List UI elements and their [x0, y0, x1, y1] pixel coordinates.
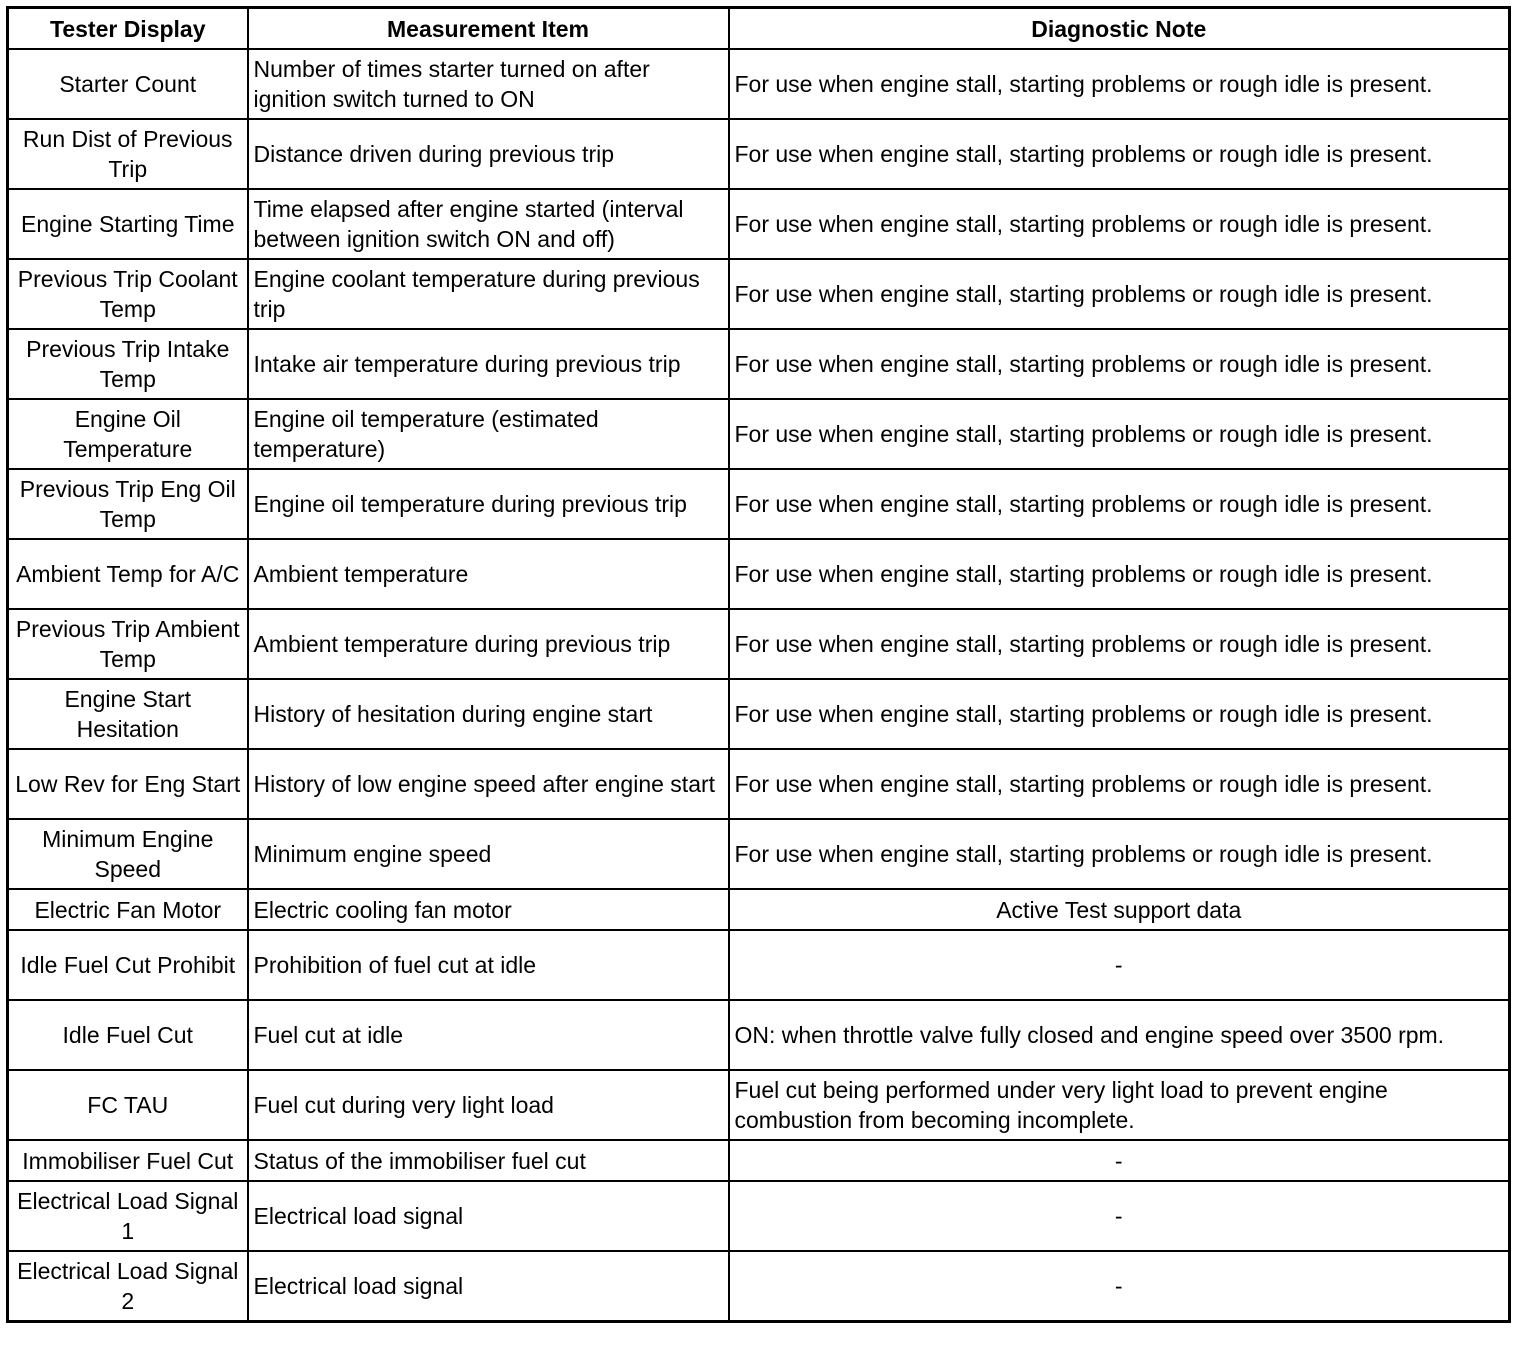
- table-row: [8, 119, 1510, 189]
- tester-display-cell: Electric Fan Motor: [8, 889, 248, 930]
- tester-display-cell: Starter Count: [8, 49, 248, 119]
- diagnostic-note-cell: For use when engine stall, starting problems or rough idle is present.: [729, 679, 1510, 749]
- tester-display-cell: Idle Fuel Cut: [8, 1000, 248, 1070]
- measurement-item-cell: Electrical load signal: [248, 1181, 729, 1251]
- table-row: [8, 399, 1510, 469]
- diagnostic-note-cell: For use when engine stall, starting problems or rough idle is present.: [729, 329, 1510, 399]
- measurement-item-cell: Status of the immobiliser fuel cut: [248, 1140, 729, 1181]
- diagnostic-note-cell: For use when engine stall, starting problems or rough idle is present.: [729, 469, 1510, 539]
- tester-display-cell: Previous Trip Intake Temp: [8, 329, 248, 399]
- table-row: [8, 259, 1510, 329]
- measurement-item-cell: History of hesitation during engine start: [248, 679, 729, 749]
- diagnostic-note-cell: -: [729, 1140, 1510, 1181]
- measurement-item-cell: Time elapsed after engine started (interval between ignition switch ON and off): [248, 189, 729, 259]
- measurement-item-cell: Engine oil temperature (estimated temperature): [248, 399, 729, 469]
- measurement-item-cell: Intake air temperature during previous trip: [248, 329, 729, 399]
- tester-display-cell: Previous Trip Ambient Temp: [8, 609, 248, 679]
- table-row: [8, 1181, 1510, 1251]
- diagnostic-note-cell: -: [729, 930, 1510, 1000]
- table-row: [8, 1070, 1510, 1140]
- diagnostic-note-cell: Active Test support data: [729, 889, 1510, 930]
- tester-display-cell: Previous Trip Coolant Temp: [8, 259, 248, 329]
- tester-display-cell: Minimum Engine Speed: [8, 819, 248, 889]
- measurement-item-cell: Number of times starter turned on after ignition switch turned to ON: [248, 49, 729, 119]
- tester-display-cell: Idle Fuel Cut Prohibit: [8, 930, 248, 1000]
- tester-display-cell: Low Rev for Eng Start: [8, 749, 248, 819]
- table-row: [8, 1140, 1510, 1181]
- diagnostic-note-cell: -: [729, 1251, 1510, 1322]
- header-row: [8, 8, 1510, 50]
- measurement-item-cell: Prohibition of fuel cut at idle: [248, 930, 729, 1000]
- table-row: [8, 930, 1510, 1000]
- measurement-item-cell: Ambient temperature during previous trip: [248, 609, 729, 679]
- table-row: [8, 469, 1510, 539]
- table-row: [8, 49, 1510, 119]
- table-row: [8, 679, 1510, 749]
- measurement-item-cell: Engine coolant temperature during previous trip: [248, 259, 729, 329]
- header-tester-display: Tester Display: [8, 8, 248, 50]
- measurement-item-cell: Distance driven during previous trip: [248, 119, 729, 189]
- tester-display-cell: Engine Oil Temperature: [8, 399, 248, 469]
- tester-display-cell: Electrical Load Signal 1: [8, 1181, 248, 1251]
- header-measurement-item: Measurement Item: [248, 8, 729, 50]
- diagnostic-note-cell: For use when engine stall, starting problems or rough idle is present.: [729, 399, 1510, 469]
- diagnostic-note-cell: For use when engine stall, starting problems or rough idle is present.: [729, 259, 1510, 329]
- table-row: [8, 539, 1510, 609]
- table-row: [8, 1000, 1510, 1070]
- tester-display-cell: Ambient Temp for A/C: [8, 539, 248, 609]
- table-row: [8, 819, 1510, 889]
- tester-display-cell: Run Dist of Previous Trip: [8, 119, 248, 189]
- diagnostic-note-cell: -: [729, 1181, 1510, 1251]
- table-row: [8, 329, 1510, 399]
- diagnostic-note-cell: For use when engine stall, starting problems or rough idle is present.: [729, 119, 1510, 189]
- tester-display-cell: Electrical Load Signal 2: [8, 1251, 248, 1322]
- diagnostic-note-cell: ON: when throttle valve fully closed and engine speed over 3500 rpm.: [729, 1000, 1510, 1070]
- diagnostic-note-cell: For use when engine stall, starting problems or rough idle is present.: [729, 539, 1510, 609]
- diagnostic-note-cell: For use when engine stall, starting problems or rough idle is present.: [729, 49, 1510, 119]
- measurement-item-cell: History of low engine speed after engine start: [248, 749, 729, 819]
- table-row: [8, 749, 1510, 819]
- tester-display-cell: Engine Starting Time: [8, 189, 248, 259]
- diagnostic-note-cell: For use when engine stall, starting problems or rough idle is present.: [729, 819, 1510, 889]
- table-row: [8, 1251, 1510, 1322]
- data-list-table: [6, 6, 1511, 1323]
- diagnostic-note-cell: For use when engine stall, starting problems or rough idle is present.: [729, 189, 1510, 259]
- tester-display-cell: FC TAU: [8, 1070, 248, 1140]
- diagnostic-note-cell: For use when engine stall, starting problems or rough idle is present.: [729, 609, 1510, 679]
- tester-display-cell: Engine Start Hesitation: [8, 679, 248, 749]
- table-row: [8, 189, 1510, 259]
- tester-display-cell: Previous Trip Eng Oil Temp: [8, 469, 248, 539]
- measurement-item-cell: Ambient temperature: [248, 539, 729, 609]
- table-row: [8, 889, 1510, 930]
- measurement-item-cell: Minimum engine speed: [248, 819, 729, 889]
- diagnostic-note-cell: Fuel cut being performed under very light load to prevent engine combustion from becoming incomplete.: [729, 1070, 1510, 1140]
- header-diagnostic-note: Diagnostic Note: [729, 8, 1510, 50]
- measurement-item-cell: Electric cooling fan motor: [248, 889, 729, 930]
- measurement-item-cell: Fuel cut at idle: [248, 1000, 729, 1070]
- measurement-item-cell: Engine oil temperature during previous trip: [248, 469, 729, 539]
- diagnostic-note-cell: For use when engine stall, starting problems or rough idle is present.: [729, 749, 1510, 819]
- table-row: [8, 609, 1510, 679]
- tester-display-cell: Immobiliser Fuel Cut: [8, 1140, 248, 1181]
- measurement-item-cell: Fuel cut during very light load: [248, 1070, 729, 1140]
- measurement-item-cell: Electrical load signal: [248, 1251, 729, 1322]
